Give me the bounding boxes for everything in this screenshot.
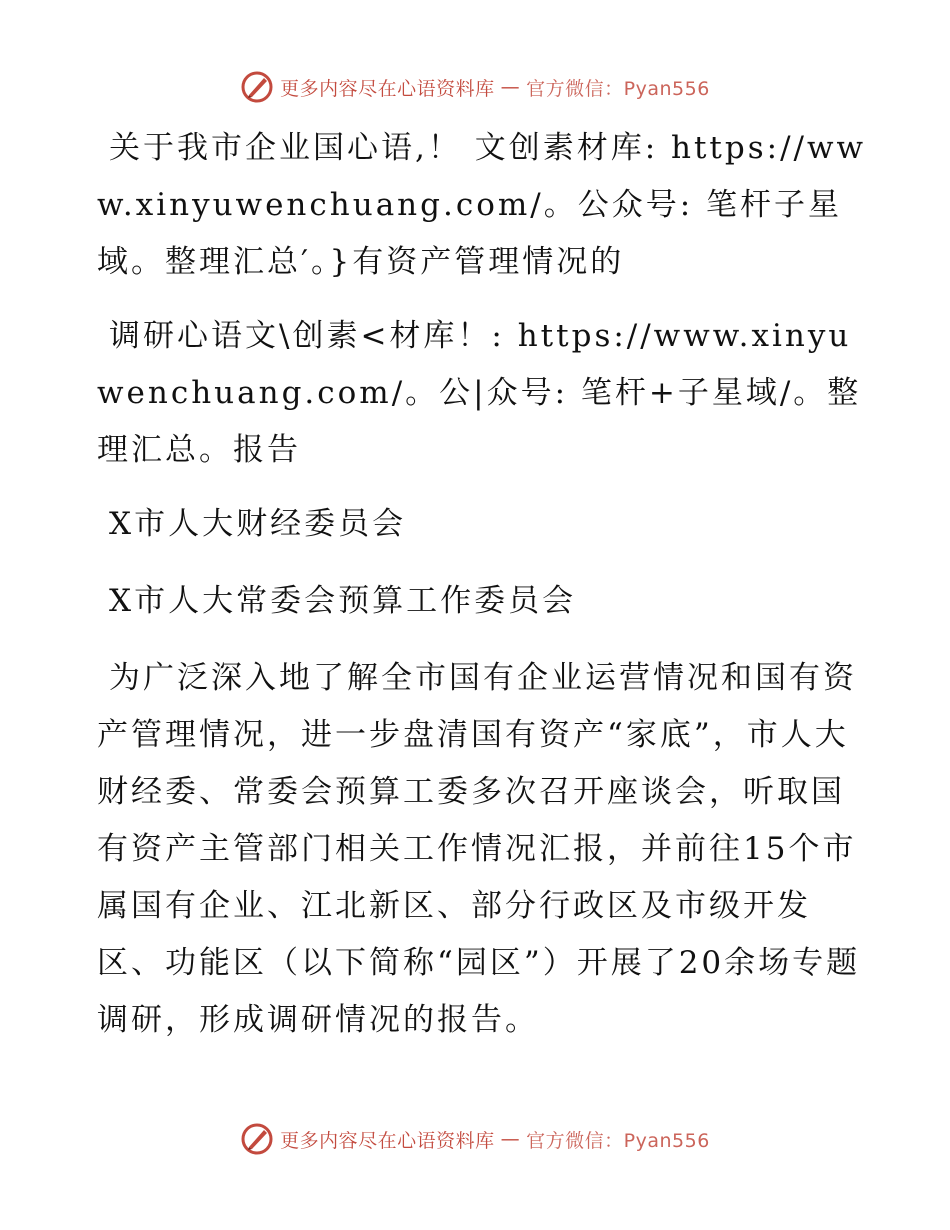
quill-seal-icon — [240, 70, 274, 104]
footer-banner — [0, 1122, 950, 1156]
paragraph-author-1: X市人大财经委员会 — [109, 506, 407, 542]
banner-wechat-text: 官方微信：Pyan556 — [526, 77, 710, 100]
banner-main-text: 更多内容尽在心语资料库 — [280, 1129, 495, 1152]
paragraph-title-line-2: 调研心语文\创素<材库！: https://www.xinyuwenchuang.com/。公|众号: 笔杆+子星域/。整理汇总。报告 — [97, 318, 862, 468]
paragraph-title-line: 关于我市企业国心语,！ 文创素材库: https://www.xinyuwenchuang.com/。公众号: 笔杆子星域。整理汇总′。}有资产管理情况的 — [97, 130, 867, 280]
banner-separator: — — [500, 76, 521, 98]
banner-separator: — — [500, 1128, 521, 1150]
quill-seal-icon — [240, 1122, 274, 1156]
paragraph-body: 为广泛深入地了解全市国有企业运营情况和国有资产管理情况，进一步盘清国有资产“家底”，市人大财经委、常委会预算工委多次召开座谈会，听取国有资产主管部门相关工作情况汇报，并前往15个市属国有企业、江北新区、部分行政区及市级开发区、功能区（以下简称“园区”）开展了20余场专题调研，形成调研情况的报告。 — [97, 660, 861, 1038]
paragraph-author-2: X市人大常委会预算工作委员会 — [109, 583, 577, 619]
banner-wechat-text: 官方微信：Pyan556 — [526, 1129, 710, 1152]
document-body — [97, 120, 867, 1066]
banner-main-text: 更多内容尽在心语资料库 — [280, 77, 495, 100]
header-banner — [0, 70, 950, 104]
